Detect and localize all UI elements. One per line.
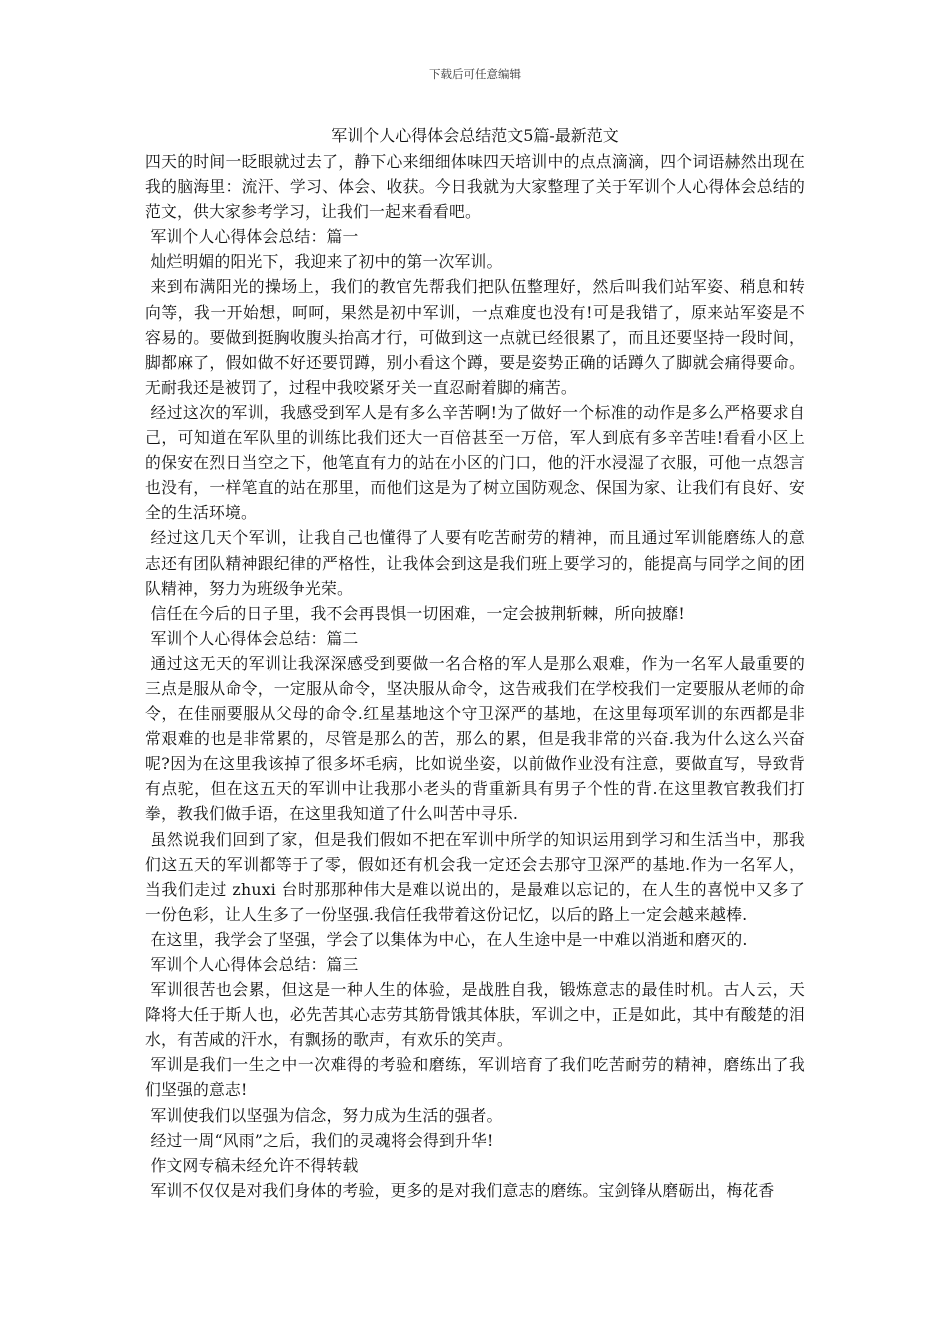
page-title: 军训个人心得体会总结范文5篇-最新范文 [331, 126, 619, 145]
paragraph: 在这里，我学会了坚强，学会了以集体为中心，在人生途中是一中难以消逝和磨灭的. [150, 929, 748, 949]
paragraph: 虽然说我们回到了家，但是我们假如不把在军训中所学的知识运用到学习和生活当中，那我们这五天的军训都等于了零，假如还有机会我一定还会去那守卫深严的基地.作为一名军人，当我们走过 zhuxi 台时那那种伟大是难以说出的，是最难以忘记的，在人生的喜悦中又多了一份色彩，让人生多了一份坚强.我信任我带着这份记忆，以后的路上一定会越来越棒. [145, 829, 805, 924]
paragraph: 经过一周“风雨”之后，我们的灵魂将会得到升华! [150, 1130, 494, 1150]
paragraph: 经过这几天个军训，让我自己也懂得了人要有吃苦耐劳的精神，而且通过军训能磨练人的意志还有团队精神跟纪律的严格性，让我体会到这是我们班上要学习的，能提高与同学之间的团队精神，努力为班级争光荣。 [145, 528, 805, 598]
paragraph: 军训是我们一生之中一次难得的考验和磨练，军训培育了我们吃苦耐劳的精神，磨练出了我们坚强的意志! [145, 1055, 805, 1100]
paragraph: 军训不仅仅是对我们身体的考验，更多的是对我们意志的磨练。宝剑锋从磨砺出，梅花香 [150, 1180, 775, 1200]
paragraph: 军训使我们以坚强为信念，努力成为生活的强者。 [150, 1105, 503, 1125]
paragraph: 通过这无天的军训让我深深感受到要做一名合格的军人是那么艰难，作为一名军人最重要的三点是服从命令，一定服从命令，坚决服从命令，这告戒我们在学校我们一定要服从老师的命令，在佳丽要服从父母的命令.红星基地这个守卫深严的基地，在这里每项军训的东西都是非常艰难的也是非常累的，尽管是那么的苦，那么的累，但是我非常的兴奋.我为什么这么兴奋呢?因为在这里我该掉了很多坏毛病，比如说坐姿，以前做作业没有注意，要做直写，导致背有点驼，但在这五天的军训中让我那小老头的背重新具有男子个性的背.在这里教官教我们打拳，教我们做手语，在这里我知道了什么叫苦中寻乐. [145, 653, 805, 824]
section-heading-1: 军训个人心得体会总结：篇一 [150, 227, 359, 247]
section-heading-2: 军训个人心得体会总结：篇二 [150, 628, 359, 648]
paragraph: 信任在今后的日子里，我不会再畏惧一切困难，一定会披荆斩棘，所向披靡! [150, 603, 685, 623]
paragraph: 军训很苦也会累，但这是一种人生的体验，是战胜自我，锻炼意志的最佳时机。古人云，天降将大任于斯人也，必先苦其心志劳其筋骨饿其体肤，军训之中，正是如此，其中有酸楚的泪水，有苦咸的汗水，有飘扬的歌声，有欢乐的笑声。 [145, 980, 805, 1050]
paragraph: 经过这次的军训，我感受到军人是有多么辛苦啊!为了做好一个标准的动作是多么严格要求自己，可知道在军队里的训练比我们还大一百倍甚至一万倍，军人到底有多辛苦哇!看看小区上的保安在烈日当空之下，他笔直有力的站在小区的门口，他的汗水浸湿了衣服，可他一点怨言也没有，一样笔直的站在那里，而他们这是为了树立国防观念、保国为家、让我们有良好、安全的生活环境。 [145, 402, 805, 523]
paragraph: 来到布满阳光的操场上，我们的教官先帮我们把队伍整理好，然后叫我们站军姿、稍息和转向等，我一开始想，呵呵，果然是初中军训，一点难度也没有!可是我错了，原来站军姿是不容易的。要做到挺胸收腹头抬高才行，可做到这一点就已经很累了，而且还要坚持一段时间，脚都麻了，假如做不好还要罚蹲，别小看这个蹲，要是姿势正确的话蹲久了脚就会痛得要命。无耐我还是被罚了，过程中我咬紧牙关一直忍耐着脚的痛苦。 [145, 277, 805, 397]
header-note: 下载后可任意编辑 [429, 67, 521, 81]
document-body [145, 149, 805, 1203]
section-heading-3: 军训个人心得体会总结：篇三 [150, 955, 359, 974]
paragraph: 灿烂明媚的阳光下，我迎来了初中的第一次军训。 [150, 252, 503, 272]
paragraph-intro: 四天的时间一眨眼就过去了，静下心来细细体味四天培训中的点点滴滴，四个词语赫然出现在我的脑海里：流汗、学习、体会、收获。今日我就为大家整理了关于军训个人心得体会总结的范文，供大家参考学习，让我们一起来看看吧。 [145, 152, 805, 222]
copyright-notice: 作文网专稿未经允许不得转载 [150, 1155, 359, 1175]
